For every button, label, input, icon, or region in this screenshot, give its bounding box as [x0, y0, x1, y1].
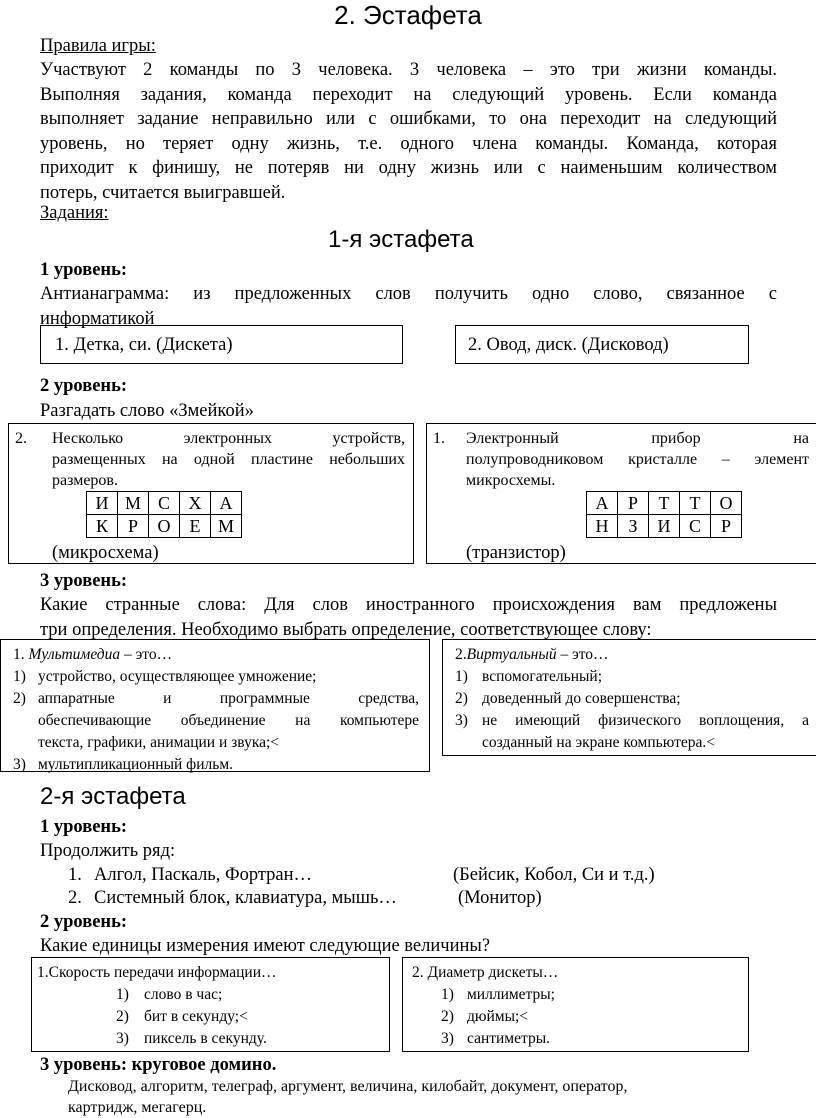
option-number: 3) [441, 1030, 454, 1047]
grid-cell: Р [618, 492, 649, 515]
option-number: 3) [455, 712, 468, 729]
option-text: слово в час; [144, 986, 223, 1003]
sequence-1-answer: (Бейсик, Кобол, Си и т.д.) [453, 865, 655, 885]
option-number: 2) [441, 1008, 454, 1025]
letter-grid [86, 491, 242, 538]
option-text [38, 688, 419, 754]
option-text: сантиметры. [467, 1030, 551, 1047]
term: Виртуальный [466, 646, 557, 663]
text-line: Несколько электронных устройств, [52, 430, 405, 447]
term-suffix: – это… [556, 646, 609, 663]
rules-line: выполняет задание неправильно или с ошибками, то она переходит на следующий [40, 109, 777, 129]
option-text: устройство, осуществляющее умножение; [38, 668, 317, 685]
option-text: пиксель в секунду. [144, 1030, 267, 1047]
snake-answer: (транзистор) [466, 543, 566, 563]
definition-head [455, 644, 816, 666]
list-number: 2. [68, 888, 82, 908]
grid-cell: Н [587, 515, 618, 538]
relay2-level1-intro: Продолжить ряд: [40, 841, 176, 861]
units-box-left [31, 957, 390, 1052]
grid-cell: И [87, 492, 118, 515]
grid-cell: С [149, 492, 180, 515]
grid-cell: Т [680, 492, 711, 515]
relay1-level1-text [40, 282, 777, 331]
snake-definition [466, 428, 809, 491]
relay1-level2-label: 2 уровень: [40, 376, 128, 396]
rules-line: Участвуют 2 команды по 3 человека. 3 человека – это три жизни команды. [40, 60, 777, 80]
rules-heading: Правила игры: [40, 36, 156, 56]
text-line: информатикой [40, 308, 155, 329]
relay2-level2-intro: Какие единицы измерения имеют следующие величины? [40, 936, 491, 956]
grid-cell: А [587, 492, 618, 515]
rules-line: приходит к финишу, не потеряв ни одну жизнь или с наименьшим количеством [40, 158, 777, 178]
rules-paragraph [40, 58, 777, 205]
grid-cell: Р [118, 515, 149, 538]
relay2-level3-label: 3 уровень: круговое домино. [40, 1055, 277, 1075]
rules-line: потерь, считается выигравшей. [40, 182, 286, 203]
option-number: 3) [13, 756, 26, 773]
text-line: микросхемы. [466, 472, 556, 489]
option-number: 2) [116, 1008, 129, 1025]
relay1-level3-text [40, 593, 777, 642]
text-line: обеспечивающие объединение на компьютере [38, 712, 419, 729]
option-text: бит в секунду;< [144, 1008, 248, 1025]
rules-line: уровень, но теряет одну жизнь, т.е. одного члена команды. Команда, которая [40, 133, 777, 154]
snake-box-right [426, 423, 816, 564]
option-number: 2) [455, 690, 468, 707]
item-number: 1. [13, 646, 25, 663]
grid-cell: М [118, 492, 149, 515]
item-number: 2. [15, 430, 27, 447]
option-text [482, 710, 809, 754]
text-line: текста, графики, анимации и звука;< [38, 734, 280, 751]
grid-cell: А [211, 492, 242, 515]
anagram-box-1: 1. Детка, си. (Дискета) [40, 325, 403, 364]
grid-cell: З [618, 515, 649, 538]
relay2-level2-label: 2 уровень: [40, 912, 128, 932]
text-line: размеров. [52, 472, 118, 489]
option-text: миллиметры; [467, 986, 555, 1003]
text-line: Электронный прибор на [466, 430, 809, 447]
grid-cell: Х [180, 492, 211, 515]
units-box-right [402, 957, 749, 1052]
option-text: вспомогательный; [482, 668, 603, 685]
grid-cell: К [87, 515, 118, 538]
snake-box-left [8, 423, 414, 564]
option-number: 2) [13, 690, 26, 707]
option-number: 1) [116, 986, 129, 1003]
grid-cell: О [711, 492, 742, 515]
option-number: 1) [13, 668, 26, 685]
grid-cell: Е [180, 515, 211, 538]
letter-grid [586, 491, 742, 538]
grid-cell: И [649, 515, 680, 538]
option-text: доведенный до совершенства; [482, 690, 681, 707]
text-line: размещенных на одной пластине небольших [52, 451, 405, 468]
sequence-2: Системный блок, клавиатура, мышь… [94, 888, 397, 908]
domino-words [68, 1076, 718, 1118]
rules-line: Выполняя задания, команда переходит на следующий уровень. Если команда [40, 84, 777, 105]
text-line: не имеющий физического воплощения, а [482, 712, 809, 729]
option-text: дюймы;< [467, 1008, 529, 1025]
tasks-heading: Задания: [40, 203, 109, 223]
relay1-level1-label: 1 уровень: [40, 260, 128, 280]
term-suffix: – это… [120, 646, 173, 663]
option-number: 1) [455, 668, 468, 685]
text-line: картридж, мегагерц. [68, 1099, 207, 1116]
grid-cell: Р [711, 515, 742, 538]
definition-head [13, 644, 429, 666]
term: Мультимедиа [28, 646, 121, 663]
units-question: 1.Скорость передачи информации… [37, 964, 277, 981]
relay2-level1-label: 1 уровень: [40, 817, 128, 837]
definition-box-right [442, 639, 816, 756]
text-line: Дисковод, алгоритм, телеграф, аргумент, величина, килобайт, документ, оператор, [68, 1078, 628, 1095]
relay1-title: 1-я эстафета [328, 226, 474, 253]
definition-box-left [0, 639, 430, 772]
units-question: 2. Диаметр дискеты… [412, 964, 559, 981]
option-text: мультипликационный фильм. [38, 756, 233, 773]
item-number: 2. [455, 646, 467, 663]
text-line: Какие странные слова: Для слов иностранного происхождения вам предложены [40, 595, 777, 615]
snake-definition [52, 428, 405, 491]
list-number: 1. [68, 865, 82, 885]
relay1-level2-intro: Разгадать слово «Змейкой» [40, 401, 254, 421]
page-title: 2. Эстафета [334, 0, 482, 30]
option-number: 1) [441, 986, 454, 1003]
grid-cell: Т [649, 492, 680, 515]
sequence-2-answer: (Монитор) [458, 888, 542, 908]
grid-cell: С [680, 515, 711, 538]
item-number: 1. [433, 430, 445, 447]
sequence-1: Алгол, Паскаль, Фортран… [94, 865, 313, 885]
text-line: три определения. Необходимо выбрать определение, соответствующее слову: [40, 619, 652, 640]
relay1-level3-label: 3 уровень: [40, 571, 128, 591]
option-number: 3) [116, 1030, 129, 1047]
grid-cell: М [211, 515, 242, 538]
text-line: аппаратные и программные средства, [38, 690, 419, 707]
relay2-title: 2-я эстафета [40, 783, 186, 810]
snake-answer: (микросхема) [52, 543, 159, 563]
text-line: созданный на экране компьютера.< [482, 734, 715, 751]
text-line: Антианаграмма: из предложенных слов получить одно слово, связанное с [40, 284, 777, 304]
grid-cell: О [149, 515, 180, 538]
anagram-box-2: 2. Овод, диск. (Дисковод) [455, 325, 749, 364]
text-line: полупроводниковом кристалле – элемент [466, 451, 809, 468]
